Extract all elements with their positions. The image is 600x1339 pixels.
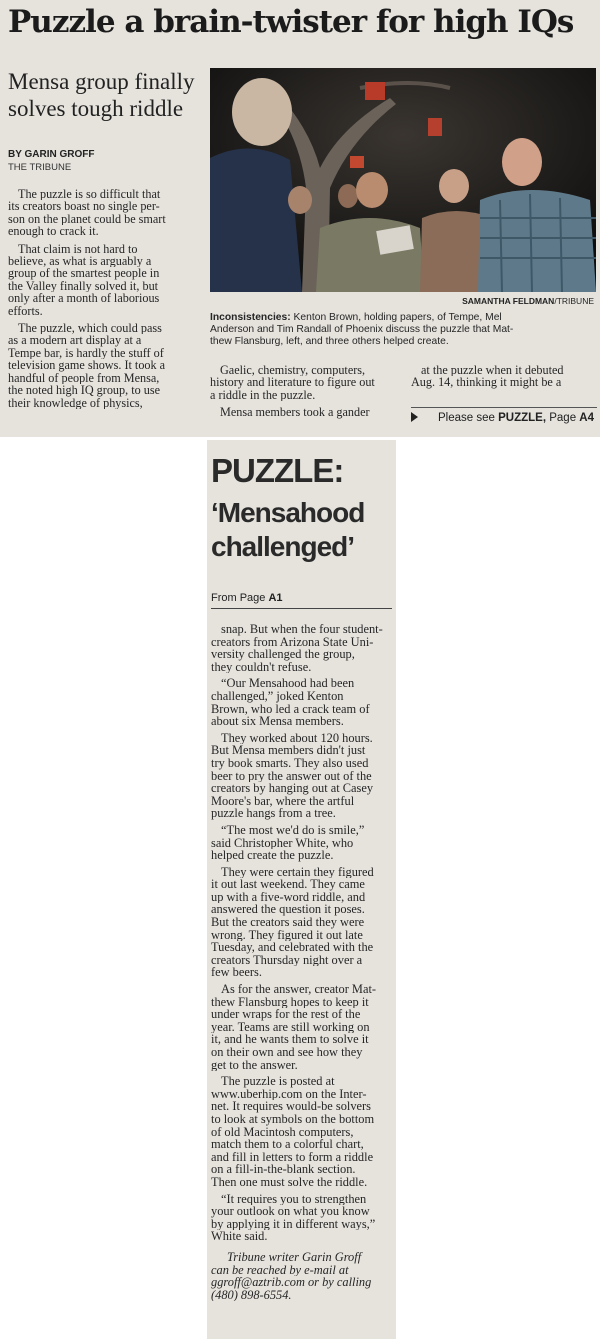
text-line: Then one must solve the riddle.: [211, 1175, 368, 1189]
jump-page-clipping: [207, 440, 396, 1339]
text-line: But the creators said they were: [211, 916, 365, 929]
continuation-text: Please see: [438, 412, 499, 424]
continuation-page-text: Page: [546, 412, 580, 424]
photo-credit-name: SAMANTHA FELDMAN: [462, 296, 555, 306]
continuation-keyword: PUZZLE,: [498, 412, 547, 424]
text-line: to look at symbols on the bottom: [211, 1112, 375, 1126]
text-line: Aug. 14, thinking it might be a: [411, 376, 562, 389]
text-line: snap. But when the four student-: [221, 623, 383, 636]
arrow-right-icon: [411, 412, 418, 422]
text-line: group of the smartest people in: [8, 267, 160, 280]
text-line: challenged,” joked Kenton: [211, 689, 344, 703]
from-page-text: From Page: [211, 592, 269, 604]
text-line: thew Flansburg hopes to keep it: [211, 995, 369, 1009]
paragraph: [211, 1193, 395, 1243]
caption-line: thew Flansburg, left, and three others helped create.: [210, 336, 449, 347]
news-photo: [210, 68, 596, 292]
text-line: Tuesday, and celebrated with the: [211, 941, 374, 954]
photo-credit-org: /TRIBUNE: [554, 296, 594, 306]
photo-illustration: [210, 68, 596, 292]
headline: Puzzle a brain-twister for high IQs: [8, 4, 574, 40]
article-column-a: [8, 188, 204, 414]
photo-credit: [462, 296, 594, 306]
caption-line: [210, 312, 596, 324]
text-line: son on the planet could be smart: [8, 212, 166, 226]
caption-lead: Inconsistencies:: [210, 312, 291, 323]
text-line: efforts.: [8, 304, 43, 318]
text-line: few beers.: [211, 966, 262, 980]
caption-line: Anderson and Tim Randall of Phoenix discuss the puzzle that Mat-: [210, 324, 514, 335]
continuation-link[interactable]: [411, 407, 597, 424]
paragraph: [8, 188, 204, 238]
text-line: The puzzle is posted at: [221, 1075, 335, 1088]
text-line: try book smarts. They also used: [211, 756, 369, 770]
jump-headline-line: ‘Mensahood: [211, 497, 365, 528]
paragraph: [8, 243, 204, 317]
caption-text: Kenton Brown, holding papers, of Tempe, Mel: [290, 312, 502, 323]
text-line: Mensa members took a gander: [220, 406, 370, 419]
text-line: as a modern art display at a: [8, 334, 142, 347]
text-line: handful of people from Mensa,: [8, 371, 160, 385]
text-line: on a fill-in-the-blank section.: [211, 1163, 356, 1176]
text-line: it out last weekend. They came: [211, 878, 365, 891]
paragraph: [210, 406, 400, 418]
paragraph: [211, 1075, 395, 1188]
text-line: Tempe bar, is hardly the stuff of: [8, 346, 164, 360]
subhead-line: Mensa group finally: [8, 69, 195, 94]
text-line: But Mensa members didn't just: [211, 744, 366, 757]
signoff-line: Tribune writer Garin Groff: [227, 1250, 362, 1264]
text-line: history and literature to figure out: [210, 376, 375, 389]
text-line: by applying it in different ways,”: [211, 1217, 376, 1231]
text-line: the noted high IQ group, to use: [8, 384, 160, 397]
article-column-b: [210, 364, 400, 424]
paragraph: [8, 322, 204, 409]
paragraph: [211, 623, 395, 673]
jump-headline: [211, 496, 395, 564]
text-line: its creators boast no single per-: [8, 200, 160, 213]
byline-organization: THE TRIBUNE: [8, 162, 72, 173]
text-line: year. Teams are still working on: [211, 1020, 370, 1034]
signoff-line: (480) 898-6554.: [211, 1288, 292, 1302]
text-line: up with a five-word riddle, and: [211, 890, 366, 904]
paragraph: [211, 732, 395, 820]
text-line: believe, as what is arguably a: [8, 255, 152, 268]
text-line: get to the answer.: [211, 1058, 298, 1072]
from-page-number: A1: [268, 592, 283, 604]
text-line: creators from Arizona State Uni-: [211, 635, 374, 649]
text-line: They were certain they figured: [221, 865, 374, 879]
text-line: wrong. They figured it out late: [211, 928, 363, 942]
jump-headline-line: challenged’: [211, 531, 355, 562]
jump-article-column: [211, 623, 395, 1305]
text-line: puzzle hangs from a tree.: [211, 807, 336, 820]
text-line: match them to a colorful chart,: [211, 1138, 364, 1151]
text-line: That claim is not hard to: [18, 242, 138, 256]
text-line: “It requires you to strengthen: [221, 1192, 367, 1206]
text-line: under wraps for the rest of the: [211, 1008, 361, 1021]
text-line: net. It requires would-be solvers: [211, 1100, 372, 1113]
text-line: As for the answer, creator Mat-: [221, 983, 377, 996]
continuation-page: A4: [579, 412, 594, 424]
text-line: beer to pry the answer out of the: [211, 769, 372, 783]
text-line: of old Macintosh computers,: [211, 1125, 354, 1139]
subhead: [8, 68, 200, 122]
text-line: it, and he wants them to solve it: [211, 1033, 369, 1046]
signoff-line: ggroff@aztrib.com or by calling: [211, 1276, 372, 1289]
text-line: The puzzle, which could pass: [18, 322, 162, 335]
text-line: creators Thursday night over a: [211, 953, 363, 967]
byline: BY GARIN GROFF: [8, 149, 95, 160]
text-line: Moore's bar, where the artful: [211, 794, 355, 808]
text-line: only after a month of laborious: [8, 292, 160, 305]
text-line: creators by hanging out at Casey: [211, 782, 374, 795]
text-line: said Christopher White, who: [211, 836, 354, 850]
text-line: enough to crack it.: [8, 225, 99, 238]
paragraph: [210, 364, 400, 401]
text-line: “The most we'd do is smile,”: [221, 823, 365, 837]
text-line: on their own and see how they: [211, 1046, 363, 1059]
front-page-clipping: [0, 0, 600, 437]
text-line: White said.: [211, 1230, 268, 1243]
article-column-c: [411, 364, 597, 394]
text-line: “Our Mensahood had been: [221, 677, 355, 690]
text-line: television game shows. It took a: [8, 359, 166, 372]
text-line: www.uberhip.com on the Inter-: [211, 1087, 367, 1101]
text-line: helped create the puzzle.: [211, 849, 334, 862]
text-line: at the puzzle when it debuted: [421, 364, 564, 377]
text-line: about six Mensa members.: [211, 715, 344, 728]
text-line: Gaelic, chemistry, computers,: [220, 364, 366, 377]
author-signoff: [211, 1251, 395, 1301]
text-line: they couldn't refuse.: [211, 660, 312, 674]
paragraph: [411, 364, 597, 389]
text-line: and fill in letters to form a riddle: [211, 1150, 374, 1164]
paragraph: [211, 824, 395, 862]
paragraph: [211, 983, 395, 1071]
from-page-label: [211, 592, 283, 604]
jump-kicker: PUZZLE:: [211, 452, 344, 489]
paragraph: [211, 677, 395, 727]
divider: [211, 608, 392, 609]
text-line: a riddle in the puzzle.: [210, 388, 316, 402]
paragraph: [211, 866, 395, 979]
subhead-line: solves tough riddle: [8, 96, 184, 121]
text-line: answered the question it poses.: [211, 903, 365, 917]
photo-caption: [210, 312, 596, 348]
text-line: your outlook on what you know: [211, 1205, 370, 1218]
text-line: They worked about 120 hours.: [221, 731, 373, 745]
text-line: versity challenged the group,: [211, 648, 355, 661]
text-line: the Valley finally solved it, but: [8, 279, 159, 293]
text-line: Brown, who led a crack team of: [211, 702, 370, 716]
text-line: their knowledge of physics,: [8, 396, 143, 409]
text-line: The puzzle is so difficult that: [18, 188, 161, 201]
signoff-line: can be reached by e-mail at: [211, 1263, 349, 1277]
